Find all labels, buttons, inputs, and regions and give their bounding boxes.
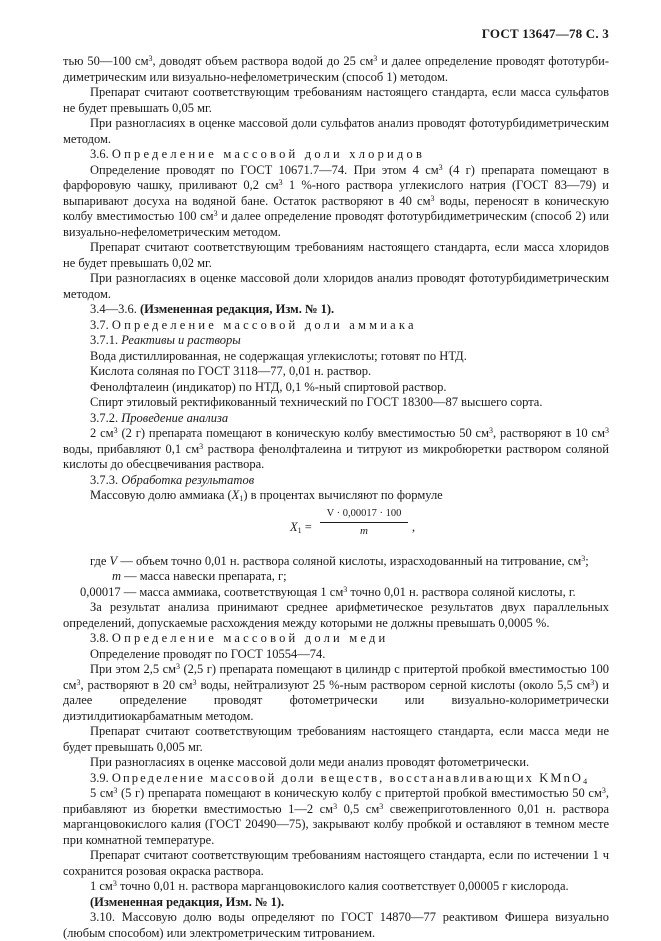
paragraph	[90, 395, 609, 411]
section-title: Обработка результатов	[121, 472, 255, 487]
superscript: 3	[379, 801, 384, 811]
section-number: 3.7.	[90, 317, 109, 332]
paragraph	[90, 488, 609, 504]
superscript: 3	[213, 209, 218, 218]
paragraph	[63, 271, 609, 302]
text: (2,5 г) препарата помещают в цилиндр с притертой пробкой вместимостью 100 см	[63, 662, 609, 692]
superscript: 3	[489, 426, 494, 435]
text: воды, прибавляют 0,1 см	[63, 441, 200, 456]
superscript: 3	[278, 178, 283, 187]
text: 1 см	[90, 879, 113, 893]
paragraph	[90, 380, 609, 396]
superscript: 3	[113, 786, 118, 795]
superscript: 3	[343, 584, 348, 594]
superscript: 3	[601, 786, 606, 795]
text: Препарат считают соответствующим требованиям настоящего стандарта, если масса меди не будет превышать 0,005 мг.	[63, 724, 609, 754]
superscript: 3	[373, 54, 378, 63]
paragraph	[63, 116, 609, 147]
text: Кислота соляная по ГОСТ 3118—77, 0,01 н. раствор.	[90, 364, 372, 378]
paragraph	[63, 662, 609, 724]
section-title: Определение массовой доли аммиака	[111, 317, 417, 332]
subsection-heading-3-7-1	[90, 333, 609, 349]
paragraph	[90, 647, 609, 663]
formula-comma: ,	[412, 519, 416, 534]
formula-lhs	[290, 520, 312, 536]
superscript: 3	[192, 677, 197, 687]
section-number: 3.7.3.	[90, 472, 119, 487]
text: — объем точно 0,01 н. раствора соляной кислоты, израсходованный на титрование, см	[117, 553, 582, 568]
section-heading-3-6	[90, 147, 609, 163]
text: При разногласиях в оценке массовой доли хлоридов анализ проводят фототурбидиметрическим методом.	[63, 271, 609, 301]
text: 5 см	[90, 786, 114, 800]
text: Спирт этиловый ректификованный технический по ГОСТ 18300—87 высшего сорта.	[90, 395, 543, 409]
text: ;	[585, 553, 589, 568]
superscript: 3	[438, 162, 443, 172]
superscript: 3	[581, 553, 586, 563]
section-heading-3-8	[90, 631, 609, 647]
text: 0,00017 — масса аммиака, соответствующая 1 см	[80, 584, 344, 599]
legend-line	[80, 585, 609, 601]
paragraph	[63, 240, 609, 271]
text: При этом 2,5 см	[90, 662, 177, 676]
text: воды, переносят в коническую колбу вместимостью 100 см	[63, 193, 609, 223]
text: и далее определение проводят фототурбидиметрическим (способ 2) или визуально-нефелометрическим методом.	[63, 209, 609, 239]
paragraph	[90, 755, 609, 771]
text: (4 г) препарата помещают в фарфоровую чашку, приливают 0,2 см	[63, 162, 609, 192]
section-number: 3.6.	[90, 147, 109, 161]
text: и далее определение проводят фототурби-	[377, 54, 610, 68]
superscript: 3	[148, 54, 153, 63]
amendment-note: (Измененная редакция, Изм. № 1).	[90, 894, 285, 909]
amendment-note	[90, 302, 609, 318]
variable: V	[109, 553, 118, 568]
variable: m	[112, 569, 122, 583]
text: За результат анализа принимают среднее арифметическое результатов двух параллельных определений, допускаемые расхождения между которыми не должны превышать 0,0005 %.	[63, 600, 609, 630]
formula-fraction	[320, 506, 408, 540]
superscript: 3	[333, 801, 338, 811]
formula-denominator: m	[360, 525, 368, 537]
text: 0,5 см	[337, 801, 380, 816]
text: 1 %-ного раствора углекислого натрия (ГОСТ 83—79) и выпаривают досуха на водяной бане. Остаток растворяют в 40 см	[63, 178, 609, 208]
subsection-heading-3-7-3	[90, 473, 609, 489]
section-title: Проведение анализа	[121, 410, 229, 425]
paragraph	[63, 426, 609, 473]
paragraph	[63, 85, 609, 116]
text: свежеприготовленного 0,01 н. раствора марганцовокислого калия (ГОСТ 20490—75), закрывают колбу пробкой и оставляют в темном месте при комнатной температуре.	[63, 801, 610, 847]
text: , растворяют в 20 см	[80, 677, 193, 692]
text: где	[90, 553, 110, 568]
paragraph	[63, 163, 609, 241]
text: Массовую долю аммиака (	[90, 488, 232, 502]
paragraph	[90, 349, 609, 365]
text: (2 г) препарата помещают в коническую колбу вместимостью 50 см	[117, 426, 490, 440]
document-body	[63, 54, 610, 941]
amendment-text: (Измененная редакция, Изм. № 1).	[140, 302, 335, 316]
subsection-heading-3-7-2	[90, 411, 609, 427]
section-title: Определение массовой доли хлоридов	[111, 147, 426, 161]
text: ) и далее определение проводят фотометрически или визуально-колориметрически диэтилдитиокарбаматным методом.	[63, 677, 610, 723]
subscript: 4	[583, 776, 588, 786]
text: (5 г) препарата помещают в коническую колбу с притертой пробкой вместимостью 50 см	[117, 786, 602, 800]
superscript: 3	[113, 426, 118, 435]
paragraph	[63, 786, 609, 848]
section-number: 3.9.	[90, 770, 109, 785]
text: 3.4—3.6.	[90, 302, 140, 316]
text: Препарат считают соответствующим требованиям настоящего стандарта, если масса сульфатов не будет превышать 0,05 мг.	[63, 85, 609, 115]
paragraph	[63, 910, 609, 941]
paragraph	[90, 364, 609, 380]
text: Препарат считают соответствующим требованиям настоящего стандарта, если масса хлоридов не будет превышать 0,02 мг.	[63, 240, 609, 270]
section-number: 3.7.1.	[90, 333, 119, 347]
text: При разногласиях в оценке массовой доли меди анализ проводят фотометрически.	[90, 755, 530, 769]
text: точно 0,01 н. раствора марганцовокислого калия соответствует 0,00005 г кислорода.	[116, 879, 569, 893]
paragraph	[63, 54, 609, 85]
text: 3.10. Массовую долю воды определяют по ГОСТ 14870—77 реактивом Фишера визуально (любым способом) или электрометрическим титрованием.	[63, 910, 609, 940]
formula-numerator: V · 0,00017 · 100	[320, 506, 408, 524]
text: 2 см	[90, 426, 114, 440]
paragraph	[63, 600, 609, 631]
superscript: 3	[430, 193, 435, 203]
paragraph	[90, 879, 609, 895]
section-number: 3.8.	[90, 631, 109, 645]
variable: X	[231, 488, 240, 502]
superscript: 3	[590, 677, 595, 687]
section-title: Определение массовой доли веществ, восстанавливающих KMnO	[111, 770, 584, 785]
subscript: 1	[297, 525, 302, 535]
legend-line	[90, 569, 609, 585]
text: Препарат считают соответствующим требованиям настоящего стандарта, если по истечении 1 ч сохранится розовая окраска раствора.	[63, 848, 609, 878]
text: Фенолфталеин (индикатор) по НТД, 0,1 %-ный спиртовой раствор.	[90, 379, 447, 394]
text: тью 50—100 см	[63, 54, 149, 68]
text: Определение проводят по ГОСТ 10671.7—74. При этом 4 см	[90, 162, 439, 177]
text: Вода дистиллированная, не содержащая углекислоты; готовят по НТД.	[90, 348, 467, 363]
equals-sign: =	[301, 519, 312, 534]
text: раствора фенолфталеина и титруют из микробюретки раствором соляной кислоты до обесцвечивания раствора.	[63, 441, 609, 471]
legend-line	[90, 554, 609, 570]
text: Определение проводят по ГОСТ 10554—74.	[90, 646, 326, 661]
formula-variable: X	[290, 519, 298, 534]
superscript: 3	[199, 441, 204, 451]
text: , доводят объем раствора водой до 25 см	[152, 54, 374, 68]
text: — масса навески препарата, г;	[121, 569, 287, 583]
subscript: 1	[239, 494, 244, 503]
page-header: ГОСТ 13647—78 С. 3	[481, 26, 609, 41]
text: диметрическим или визуально-нефелометрическим (способ 1) методом.	[63, 69, 448, 84]
text: точно 0,01 н. раствора соляной кислоты, г.	[347, 584, 576, 599]
section-heading-3-7	[90, 318, 609, 334]
section-title: Реактивы и растворы	[121, 333, 241, 347]
superscript: 3	[112, 879, 117, 888]
section-heading-3-9	[90, 771, 609, 787]
section-title: Определение массовой доли меди	[111, 631, 389, 645]
text: ) в процентах вычисляют по формуле	[243, 488, 443, 502]
text: воды, нейтрализуют 25 %-ным раствором серной кислоты (около 5,5 см	[196, 677, 591, 692]
superscript: 3	[176, 662, 181, 671]
formula	[90, 506, 609, 550]
superscript: 3	[76, 677, 81, 687]
text: При разногласиях в оценке массовой доли сульфатов анализ проводят фототурбидиметрическим методом.	[63, 116, 609, 146]
text: , прибавляют из бюретки вместимостью 1—2 см	[63, 786, 609, 816]
paragraph	[63, 848, 609, 879]
superscript: 3	[605, 426, 610, 435]
text: , растворяют в 10 см	[493, 426, 606, 440]
section-number: 3.7.2.	[90, 410, 119, 425]
paragraph	[63, 724, 609, 755]
